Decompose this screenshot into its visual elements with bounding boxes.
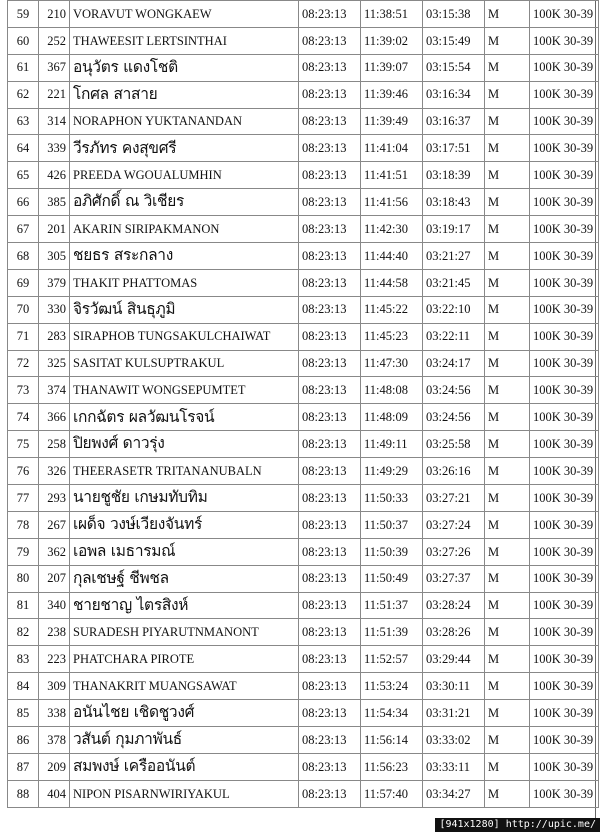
runner-name-cell: SURADESH PIYARUTNMANONT <box>70 619 299 646</box>
image-size-label: [941x1280] <box>439 819 500 830</box>
finish-time-cell: 11:50:33 <box>361 485 423 512</box>
bib-cell: 314 <box>39 108 70 135</box>
bib-cell: 258 <box>39 431 70 458</box>
rank-cell: 75 <box>8 431 39 458</box>
gender-cell: M <box>485 673 530 700</box>
runner-name-cell: อนุวัตร แดงโชติ <box>70 54 299 81</box>
gender-cell: M <box>485 780 530 807</box>
rank-cell: 85 <box>8 700 39 727</box>
table-row <box>8 135 599 162</box>
finish-time-cell: 11:50:49 <box>361 565 423 592</box>
finish-time-cell: 11:41:51 <box>361 162 423 189</box>
bib-cell: 325 <box>39 350 70 377</box>
category-cell: 100K 30-39 <box>530 592 599 619</box>
rank-cell: 59 <box>8 1 39 28</box>
gender-cell: M <box>485 458 530 485</box>
results-sheet <box>7 0 596 818</box>
table-row <box>8 377 599 404</box>
results-table <box>7 0 599 808</box>
start-time-cell: 08:23:13 <box>299 189 361 216</box>
net-time-cell: 03:33:02 <box>423 727 485 754</box>
start-time-cell: 08:23:13 <box>299 646 361 673</box>
table-row <box>8 1 599 28</box>
runner-name-cell: กุลเชษฐ์ ชีพชล <box>70 565 299 592</box>
runner-name-cell: SASITAT KULSUPTRAKUL <box>70 350 299 377</box>
rank-cell: 82 <box>8 619 39 646</box>
net-time-cell: 03:16:34 <box>423 81 485 108</box>
net-time-cell: 03:15:49 <box>423 27 485 54</box>
net-time-cell: 03:25:58 <box>423 431 485 458</box>
finish-time-cell: 11:45:23 <box>361 323 423 350</box>
category-cell: 100K 30-39 <box>530 780 599 807</box>
gender-cell: M <box>485 1 530 28</box>
net-time-cell: 03:22:11 <box>423 323 485 350</box>
finish-time-cell: 11:51:39 <box>361 619 423 646</box>
gender-cell: M <box>485 511 530 538</box>
start-time-cell: 08:23:13 <box>299 485 361 512</box>
start-time-cell: 08:23:13 <box>299 753 361 780</box>
finish-time-cell: 11:48:09 <box>361 404 423 431</box>
category-cell: 100K 30-39 <box>530 27 599 54</box>
category-cell: 100K 30-39 <box>530 404 599 431</box>
category-cell: 100K 30-39 <box>530 619 599 646</box>
category-cell: 100K 30-39 <box>530 296 599 323</box>
bib-cell: 326 <box>39 458 70 485</box>
finish-time-cell: 11:41:04 <box>361 135 423 162</box>
finish-time-cell: 11:49:29 <box>361 458 423 485</box>
net-time-cell: 03:15:38 <box>423 1 485 28</box>
runner-name-cell: อนันไชย เชิดชูวงศ์ <box>70 700 299 727</box>
category-cell: 100K 30-39 <box>530 700 599 727</box>
net-time-cell: 03:15:54 <box>423 54 485 81</box>
runner-name-cell: เผด็จ วงษ์เวียงจันทร์ <box>70 511 299 538</box>
finish-time-cell: 11:47:30 <box>361 350 423 377</box>
gender-cell: M <box>485 700 530 727</box>
start-time-cell: 08:23:13 <box>299 727 361 754</box>
net-time-cell: 03:18:43 <box>423 189 485 216</box>
net-time-cell: 03:26:16 <box>423 458 485 485</box>
gender-cell: M <box>485 162 530 189</box>
net-time-cell: 03:22:10 <box>423 296 485 323</box>
bib-cell: 385 <box>39 189 70 216</box>
gender-cell: M <box>485 727 530 754</box>
finish-time-cell: 11:51:37 <box>361 592 423 619</box>
rank-cell: 71 <box>8 323 39 350</box>
gender-cell: M <box>485 350 530 377</box>
gender-cell: M <box>485 485 530 512</box>
finish-time-cell: 11:45:22 <box>361 296 423 323</box>
finish-time-cell: 11:54:34 <box>361 700 423 727</box>
start-time-cell: 08:23:13 <box>299 81 361 108</box>
table-row <box>8 216 599 243</box>
rank-cell: 76 <box>8 458 39 485</box>
gender-cell: M <box>485 216 530 243</box>
image-host-link[interactable]: http://upic.me/ <box>505 819 596 830</box>
rank-cell: 84 <box>8 673 39 700</box>
gender-cell: M <box>485 54 530 81</box>
table-row <box>8 189 599 216</box>
finish-time-cell: 11:57:40 <box>361 780 423 807</box>
net-time-cell: 03:27:37 <box>423 565 485 592</box>
gender-cell: M <box>485 135 530 162</box>
table-row <box>8 727 599 754</box>
bib-cell: 293 <box>39 485 70 512</box>
runner-name-cell: THANAKRIT MUANGSAWAT <box>70 673 299 700</box>
category-cell: 100K 30-39 <box>530 54 599 81</box>
rank-cell: 88 <box>8 780 39 807</box>
runner-name-cell: อภิศักดิ์ ณ วิเชียร <box>70 189 299 216</box>
results-table-body <box>8 1 599 808</box>
gender-cell: M <box>485 565 530 592</box>
table-row <box>8 54 599 81</box>
table-row <box>8 753 599 780</box>
gender-cell: M <box>485 27 530 54</box>
category-cell: 100K 30-39 <box>530 377 599 404</box>
category-cell: 100K 30-39 <box>530 269 599 296</box>
table-row <box>8 162 599 189</box>
start-time-cell: 08:23:13 <box>299 700 361 727</box>
bib-cell: 223 <box>39 646 70 673</box>
gender-cell: M <box>485 296 530 323</box>
table-row <box>8 780 599 807</box>
net-time-cell: 03:21:27 <box>423 243 485 270</box>
start-time-cell: 08:23:13 <box>299 135 361 162</box>
category-cell: 100K 30-39 <box>530 350 599 377</box>
gender-cell: M <box>485 323 530 350</box>
finish-time-cell: 11:41:56 <box>361 189 423 216</box>
runner-name-cell: นายชูชัย เกษมทับทิม <box>70 485 299 512</box>
bib-cell: 339 <box>39 135 70 162</box>
net-time-cell: 03:31:21 <box>423 700 485 727</box>
rank-cell: 83 <box>8 646 39 673</box>
start-time-cell: 08:23:13 <box>299 216 361 243</box>
table-row <box>8 700 599 727</box>
rank-cell: 69 <box>8 269 39 296</box>
rank-cell: 66 <box>8 189 39 216</box>
finish-time-cell: 11:52:57 <box>361 646 423 673</box>
bib-cell: 267 <box>39 511 70 538</box>
start-time-cell: 08:23:13 <box>299 511 361 538</box>
rank-cell: 87 <box>8 753 39 780</box>
runner-name-cell: NIPON PISARNWIRIYAKUL <box>70 780 299 807</box>
rank-cell: 63 <box>8 108 39 135</box>
bib-cell: 252 <box>39 27 70 54</box>
rank-cell: 64 <box>8 135 39 162</box>
category-cell: 100K 30-39 <box>530 431 599 458</box>
bib-cell: 362 <box>39 538 70 565</box>
runner-name-cell: เกกฉัตร ผลวัฒนโรจน์ <box>70 404 299 431</box>
bib-cell: 374 <box>39 377 70 404</box>
runner-name-cell: SIRAPHOB TUNGSAKULCHAIWAT <box>70 323 299 350</box>
net-time-cell: 03:18:39 <box>423 162 485 189</box>
finish-time-cell: 11:39:49 <box>361 108 423 135</box>
gender-cell: M <box>485 753 530 780</box>
category-cell: 100K 30-39 <box>530 189 599 216</box>
rank-cell: 79 <box>8 538 39 565</box>
category-cell: 100K 30-39 <box>530 485 599 512</box>
bib-cell: 305 <box>39 243 70 270</box>
start-time-cell: 08:23:13 <box>299 54 361 81</box>
category-cell: 100K 30-39 <box>530 81 599 108</box>
category-cell: 100K 30-39 <box>530 216 599 243</box>
category-cell: 100K 30-39 <box>530 108 599 135</box>
finish-time-cell: 11:50:39 <box>361 538 423 565</box>
category-cell: 100K 30-39 <box>530 511 599 538</box>
gender-cell: M <box>485 269 530 296</box>
net-time-cell: 03:29:44 <box>423 646 485 673</box>
table-row <box>8 646 599 673</box>
start-time-cell: 08:23:13 <box>299 108 361 135</box>
finish-time-cell: 11:39:07 <box>361 54 423 81</box>
rank-cell: 74 <box>8 404 39 431</box>
gender-cell: M <box>485 538 530 565</box>
runner-name-cell: THEERASETR TRITANANUBALN <box>70 458 299 485</box>
finish-time-cell: 11:42:30 <box>361 216 423 243</box>
start-time-cell: 08:23:13 <box>299 458 361 485</box>
runner-name-cell: THAWEESIT LERTSINTHAI <box>70 27 299 54</box>
finish-time-cell: 11:39:02 <box>361 27 423 54</box>
start-time-cell: 08:23:13 <box>299 619 361 646</box>
bib-cell: 366 <box>39 404 70 431</box>
start-time-cell: 08:23:13 <box>299 1 361 28</box>
net-time-cell: 03:24:56 <box>423 404 485 431</box>
category-cell: 100K 30-39 <box>530 458 599 485</box>
net-time-cell: 03:24:17 <box>423 350 485 377</box>
runner-name-cell: PREEDA WGOUALUMHIN <box>70 162 299 189</box>
start-time-cell: 08:23:13 <box>299 323 361 350</box>
table-row <box>8 511 599 538</box>
rank-cell: 65 <box>8 162 39 189</box>
image-host-footer <box>435 818 600 832</box>
table-row <box>8 619 599 646</box>
table-row <box>8 592 599 619</box>
rank-cell: 72 <box>8 350 39 377</box>
runner-name-cell: PHATCHARA PIROTE <box>70 646 299 673</box>
start-time-cell: 08:23:13 <box>299 27 361 54</box>
table-row <box>8 323 599 350</box>
finish-time-cell: 11:39:46 <box>361 81 423 108</box>
finish-time-cell: 11:56:23 <box>361 753 423 780</box>
finish-time-cell: 11:38:51 <box>361 1 423 28</box>
gender-cell: M <box>485 243 530 270</box>
rank-cell: 78 <box>8 511 39 538</box>
bib-cell: 340 <box>39 592 70 619</box>
runner-name-cell: THAKIT PHATTOMAS <box>70 269 299 296</box>
category-cell: 100K 30-39 <box>530 1 599 28</box>
start-time-cell: 08:23:13 <box>299 243 361 270</box>
table-row <box>8 538 599 565</box>
table-row <box>8 431 599 458</box>
start-time-cell: 08:23:13 <box>299 673 361 700</box>
net-time-cell: 03:28:26 <box>423 619 485 646</box>
finish-time-cell: 11:48:08 <box>361 377 423 404</box>
gender-cell: M <box>485 431 530 458</box>
finish-time-cell: 11:56:14 <box>361 727 423 754</box>
table-row <box>8 108 599 135</box>
net-time-cell: 03:33:11 <box>423 753 485 780</box>
start-time-cell: 08:23:13 <box>299 431 361 458</box>
table-row <box>8 269 599 296</box>
table-row <box>8 243 599 270</box>
category-cell: 100K 30-39 <box>530 673 599 700</box>
category-cell: 100K 30-39 <box>530 565 599 592</box>
net-time-cell: 03:27:24 <box>423 511 485 538</box>
table-row <box>8 404 599 431</box>
bib-cell: 330 <box>39 296 70 323</box>
finish-time-cell: 11:50:37 <box>361 511 423 538</box>
gender-cell: M <box>485 646 530 673</box>
bib-cell: 201 <box>39 216 70 243</box>
bib-cell: 238 <box>39 619 70 646</box>
start-time-cell: 08:23:13 <box>299 296 361 323</box>
runner-name-cell: ปิยพงศ์ ดาวรุ่ง <box>70 431 299 458</box>
category-cell: 100K 30-39 <box>530 727 599 754</box>
category-cell: 100K 30-39 <box>530 243 599 270</box>
net-time-cell: 03:30:11 <box>423 673 485 700</box>
gender-cell: M <box>485 619 530 646</box>
runner-name-cell: ชายชาญ ไตรสิงห์ <box>70 592 299 619</box>
bib-cell: 210 <box>39 1 70 28</box>
net-time-cell: 03:16:37 <box>423 108 485 135</box>
runner-name-cell: THANAWIT WONGSEPUMTET <box>70 377 299 404</box>
net-time-cell: 03:28:24 <box>423 592 485 619</box>
start-time-cell: 08:23:13 <box>299 350 361 377</box>
bib-cell: 207 <box>39 565 70 592</box>
runner-name-cell: เอพล เมธารมณ์ <box>70 538 299 565</box>
gender-cell: M <box>485 377 530 404</box>
category-cell: 100K 30-39 <box>530 135 599 162</box>
finish-time-cell: 11:49:11 <box>361 431 423 458</box>
bib-cell: 338 <box>39 700 70 727</box>
category-cell: 100K 30-39 <box>530 538 599 565</box>
start-time-cell: 08:23:13 <box>299 377 361 404</box>
runner-name-cell: โกศล สาสาย <box>70 81 299 108</box>
rank-cell: 77 <box>8 485 39 512</box>
start-time-cell: 08:23:13 <box>299 592 361 619</box>
rank-cell: 73 <box>8 377 39 404</box>
start-time-cell: 08:23:13 <box>299 269 361 296</box>
bib-cell: 367 <box>39 54 70 81</box>
table-row <box>8 350 599 377</box>
net-time-cell: 03:19:17 <box>423 216 485 243</box>
table-row <box>8 485 599 512</box>
bib-cell: 209 <box>39 753 70 780</box>
runner-name-cell: ชยธร สระกลาง <box>70 243 299 270</box>
net-time-cell: 03:21:45 <box>423 269 485 296</box>
bib-cell: 309 <box>39 673 70 700</box>
finish-time-cell: 11:44:58 <box>361 269 423 296</box>
finish-time-cell: 11:53:24 <box>361 673 423 700</box>
bib-cell: 404 <box>39 780 70 807</box>
net-time-cell: 03:27:26 <box>423 538 485 565</box>
rank-cell: 67 <box>8 216 39 243</box>
gender-cell: M <box>485 404 530 431</box>
runner-name-cell: จิรวัฒน์ สินธุภูมิ <box>70 296 299 323</box>
category-cell: 100K 30-39 <box>530 323 599 350</box>
gender-cell: M <box>485 108 530 135</box>
gender-cell: M <box>485 189 530 216</box>
net-time-cell: 03:24:56 <box>423 377 485 404</box>
start-time-cell: 08:23:13 <box>299 565 361 592</box>
gender-cell: M <box>485 81 530 108</box>
table-row <box>8 27 599 54</box>
start-time-cell: 08:23:13 <box>299 780 361 807</box>
start-time-cell: 08:23:13 <box>299 404 361 431</box>
table-row <box>8 296 599 323</box>
rank-cell: 86 <box>8 727 39 754</box>
start-time-cell: 08:23:13 <box>299 538 361 565</box>
bib-cell: 426 <box>39 162 70 189</box>
bib-cell: 221 <box>39 81 70 108</box>
runner-name-cell: NORAPHON YUKTANANDAN <box>70 108 299 135</box>
rank-cell: 80 <box>8 565 39 592</box>
gender-cell: M <box>485 592 530 619</box>
category-cell: 100K 30-39 <box>530 646 599 673</box>
finish-time-cell: 11:44:40 <box>361 243 423 270</box>
bib-cell: 378 <box>39 727 70 754</box>
runner-name-cell: วสันต์ กุมภาพันธ์ <box>70 727 299 754</box>
rank-cell: 61 <box>8 54 39 81</box>
rank-cell: 70 <box>8 296 39 323</box>
net-time-cell: 03:27:21 <box>423 485 485 512</box>
runner-name-cell: วีรภัทร คงสุขศรี <box>70 135 299 162</box>
table-row <box>8 458 599 485</box>
start-time-cell: 08:23:13 <box>299 162 361 189</box>
rank-cell: 68 <box>8 243 39 270</box>
rank-cell: 60 <box>8 27 39 54</box>
table-row <box>8 81 599 108</box>
page-left-margin <box>0 0 7 818</box>
category-cell: 100K 30-39 <box>530 162 599 189</box>
runner-name-cell: VORAVUT WONGKAEW <box>70 1 299 28</box>
table-row <box>8 673 599 700</box>
runner-name-cell: AKARIN SIRIPAKMANON <box>70 216 299 243</box>
net-time-cell: 03:34:27 <box>423 780 485 807</box>
net-time-cell: 03:17:51 <box>423 135 485 162</box>
rank-cell: 81 <box>8 592 39 619</box>
table-row <box>8 565 599 592</box>
bib-cell: 379 <box>39 269 70 296</box>
rank-cell: 62 <box>8 81 39 108</box>
category-cell: 100K 30-39 <box>530 753 599 780</box>
runner-name-cell: สมพงษ์ เครืออนันต์ <box>70 753 299 780</box>
bib-cell: 283 <box>39 323 70 350</box>
